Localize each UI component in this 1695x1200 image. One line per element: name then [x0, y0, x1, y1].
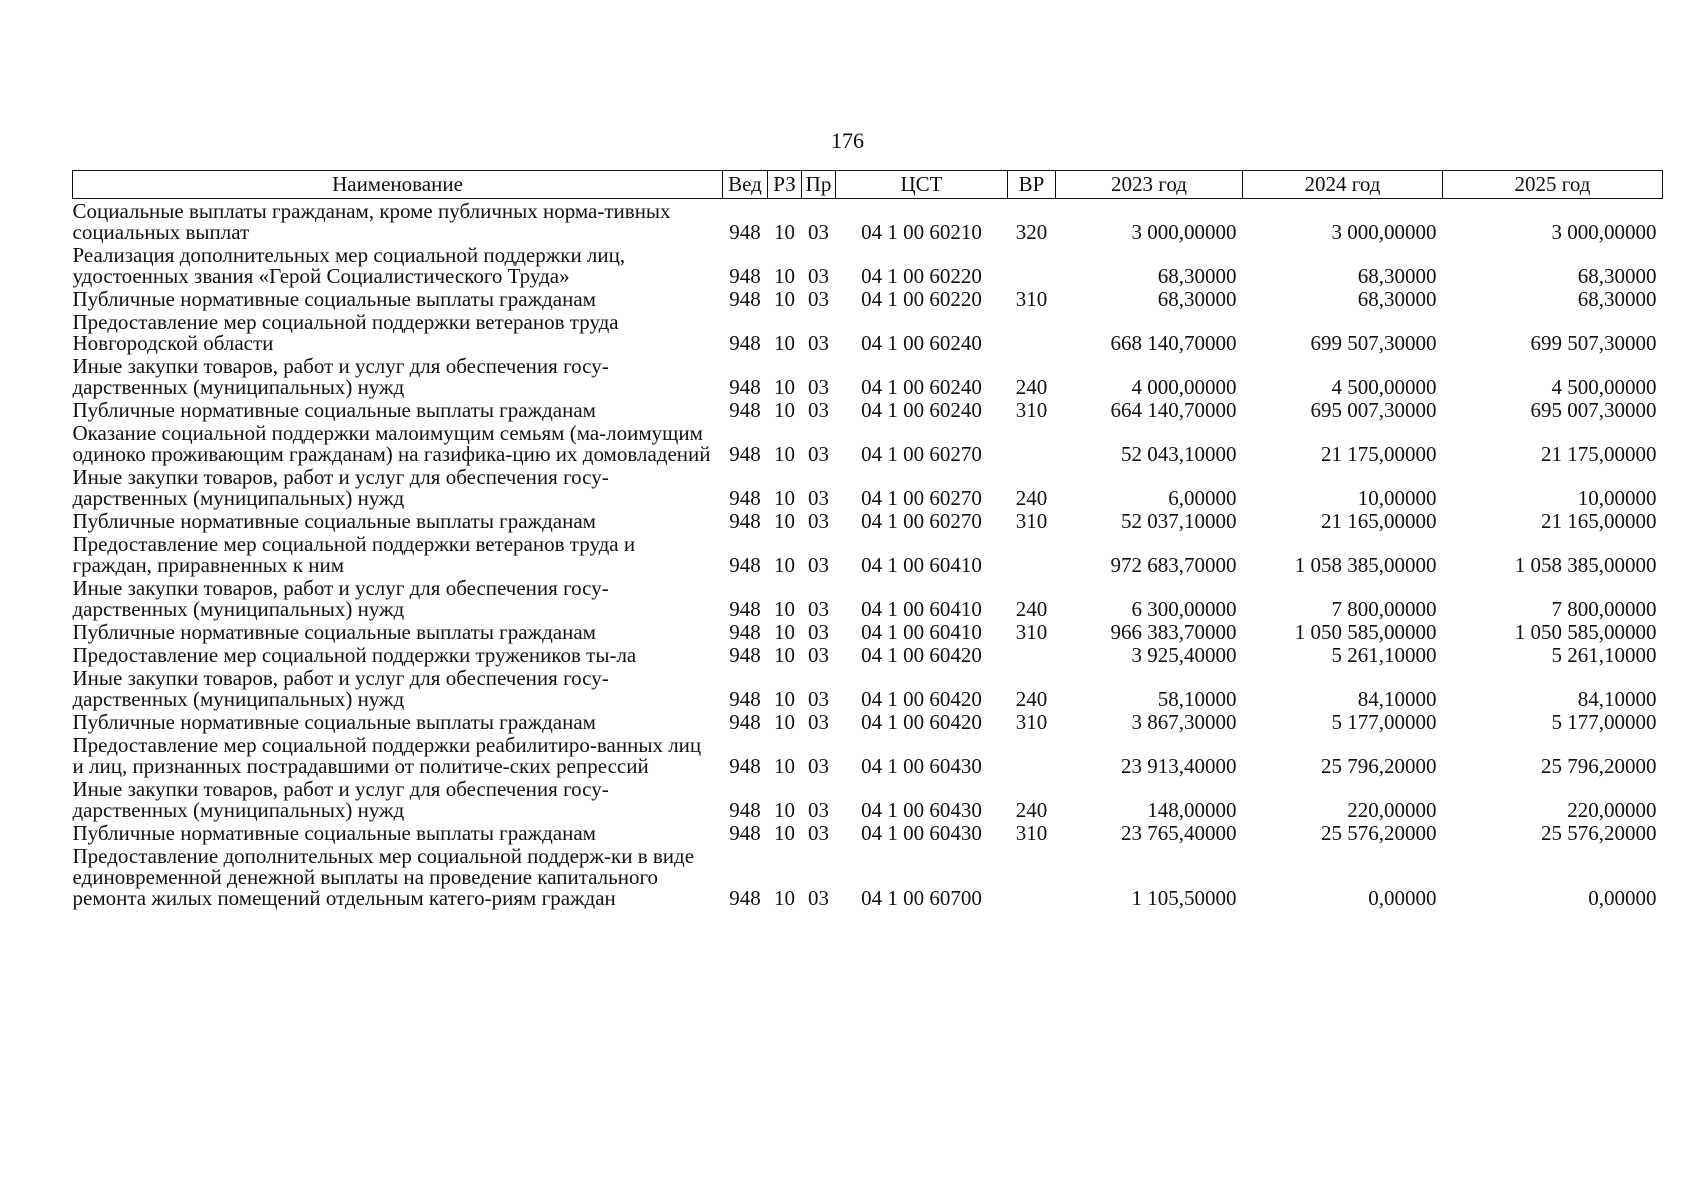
row-pr: 03	[808, 509, 829, 533]
row-amount-2025: 68,30000	[1577, 264, 1657, 288]
row-vr	[1008, 645, 1056, 668]
row-ved: 948	[729, 687, 761, 711]
row-amount-2023: 68,30000	[1157, 287, 1237, 311]
row-pr: 03	[808, 264, 829, 288]
row-ved: 948	[729, 710, 761, 734]
table-row	[73, 400, 1663, 423]
row-cst: 04 1 00 60270	[861, 442, 982, 466]
row-rz: 10	[774, 375, 795, 399]
row-amount-2025: 4 500,00000	[1551, 375, 1657, 399]
table-row	[73, 245, 1663, 289]
table-row	[73, 846, 1663, 911]
row-rz: 10	[774, 220, 795, 244]
row-vr	[1008, 312, 1056, 356]
row-rz: 10	[774, 509, 795, 533]
header-cst: ЦСТ	[836, 171, 1008, 199]
row-pr: 03	[808, 442, 829, 466]
row-cst: 04 1 00 60410	[861, 553, 982, 577]
row-vr: 310	[1015, 287, 1048, 311]
table-row	[73, 578, 1663, 622]
table-row	[73, 622, 1663, 645]
row-name: Иные закупки товаров, работ и услуг для обеспечения госу-дарственных (муниципальных) нужд	[72, 465, 609, 510]
row-pr: 03	[808, 375, 829, 399]
header-pr: Пр	[802, 171, 836, 199]
row-rz: 10	[774, 754, 795, 778]
row-rz: 10	[774, 886, 795, 910]
row-name: Иные закупки товаров, работ и услуг для обеспечения госу-дарственных (муниципальных) нужд	[72, 666, 609, 711]
table-body	[73, 199, 1663, 912]
row-rz: 10	[774, 486, 795, 510]
row-vr: 310	[1015, 620, 1048, 644]
row-vr	[1008, 846, 1056, 911]
row-rz: 10	[774, 597, 795, 621]
row-ved: 948	[729, 553, 761, 577]
row-name: Публичные нормативные социальные выплаты гражданам	[72, 509, 596, 533]
row-rz: 10	[774, 687, 795, 711]
row-rz: 10	[774, 287, 795, 311]
row-amount-2023: 68,30000	[1157, 264, 1237, 288]
row-amount-2024: 695 007,30000	[1310, 398, 1437, 422]
row-name: Публичные нормативные социальные выплаты гражданам	[72, 710, 596, 734]
row-vr	[1008, 534, 1056, 578]
row-name: Иные закупки товаров, работ и услуг для обеспечения госу-дарственных (муниципальных) нужд	[72, 777, 609, 822]
row-amount-2024: 5 177,00000	[1331, 710, 1437, 734]
row-rz: 10	[774, 821, 795, 845]
row-amount-2023: 664 140,70000	[1110, 398, 1237, 422]
row-cst: 04 1 00 60220	[861, 287, 982, 311]
row-amount-2025: 10,00000	[1577, 486, 1657, 510]
header-vr: ВР	[1008, 171, 1056, 199]
row-name: Предоставление мер социальной поддержки реабилитиро-ванных лиц и лиц, признанных пострадавшими от политиче-ских репрессий	[72, 733, 702, 778]
row-pr: 03	[808, 331, 829, 355]
row-amount-2023: 3 925,40000	[1131, 643, 1237, 667]
row-vr: 320	[1015, 220, 1048, 244]
row-rz: 10	[774, 798, 795, 822]
row-vr: 240	[1015, 687, 1048, 711]
row-amount-2023: 1 105,50000	[1131, 886, 1237, 910]
row-amount-2023: 972 683,70000	[1110, 553, 1237, 577]
row-amount-2024: 0,00000	[1368, 886, 1437, 910]
header-rz: РЗ	[768, 171, 802, 199]
row-amount-2024: 25 576,20000	[1321, 821, 1437, 845]
row-name: Предоставление мер социальной поддержки ветеранов труда Новгородской области	[72, 310, 619, 355]
row-ved: 948	[729, 287, 761, 311]
row-pr: 03	[808, 821, 829, 845]
row-amount-2023: 52 043,10000	[1121, 442, 1237, 466]
row-amount-2025: 5 177,00000	[1551, 710, 1657, 734]
row-amount-2025: 84,10000	[1577, 687, 1657, 711]
row-amount-2024: 1 050 585,00000	[1294, 620, 1437, 644]
table-row	[73, 645, 1663, 668]
table-row	[73, 534, 1663, 578]
row-vr: 240	[1015, 798, 1048, 822]
row-cst: 04 1 00 60240	[861, 375, 982, 399]
row-amount-2024: 699 507,30000	[1310, 331, 1437, 355]
row-amount-2025: 5 261,10000	[1551, 643, 1657, 667]
row-amount-2023: 23 913,40000	[1121, 754, 1237, 778]
row-pr: 03	[808, 486, 829, 510]
row-name: Предоставление дополнительных мер социальной поддерж-ки в виде единовременной денежной выплаты на проведение капитального ремонта жилых помещений отдельным катего-риям граждан	[72, 844, 695, 910]
row-cst: 04 1 00 60240	[861, 331, 982, 355]
row-amount-2024: 1 058 385,00000	[1294, 553, 1437, 577]
row-ved: 948	[729, 821, 761, 845]
header-2024: 2024 год	[1243, 171, 1443, 199]
row-ved: 948	[729, 442, 761, 466]
header-2023: 2023 год	[1056, 171, 1243, 199]
row-pr: 03	[808, 798, 829, 822]
row-vr: 310	[1015, 398, 1048, 422]
row-vr	[1008, 245, 1056, 289]
row-name: Социальные выплаты гражданам, кроме публичных норма-тивных социальных выплат	[72, 199, 671, 244]
row-pr: 03	[808, 710, 829, 734]
table-row	[73, 712, 1663, 735]
row-vr: 240	[1015, 597, 1048, 621]
row-amount-2024: 10,00000	[1357, 486, 1437, 510]
row-vr: 310	[1015, 710, 1048, 734]
row-amount-2023: 58,10000	[1157, 687, 1237, 711]
row-amount-2024: 84,10000	[1357, 687, 1437, 711]
row-amount-2024: 220,00000	[1347, 798, 1437, 822]
row-rz: 10	[774, 643, 795, 667]
row-amount-2025: 21 175,00000	[1541, 442, 1657, 466]
table-row	[73, 735, 1663, 779]
row-name: Иные закупки товаров, работ и услуг для обеспечения госу-дарственных (муниципальных) нужд	[72, 354, 609, 399]
row-cst: 04 1 00 60420	[861, 710, 982, 734]
page-number: 176	[831, 128, 864, 153]
row-name: Оказание социальной поддержки малоимущим семьям (ма-лоимущим одиноко проживающим гражданам) на газифика-цию их домовладений	[72, 421, 711, 466]
row-amount-2024: 68,30000	[1357, 287, 1437, 311]
row-ved: 948	[729, 597, 761, 621]
row-amount-2023: 52 037,10000	[1121, 509, 1237, 533]
row-name: Публичные нормативные социальные выплаты гражданам	[72, 287, 596, 311]
row-pr: 03	[808, 597, 829, 621]
row-name: Публичные нормативные социальные выплаты гражданам	[72, 821, 596, 845]
row-amount-2025: 21 165,00000	[1541, 509, 1657, 533]
row-name: Предоставление мер социальной поддержки ветеранов труда и граждан, приравненных к ним	[72, 532, 636, 577]
table-row	[73, 511, 1663, 534]
row-ved: 948	[729, 264, 761, 288]
row-ved: 948	[729, 220, 761, 244]
row-amount-2023: 148,00000	[1147, 798, 1237, 822]
table-row	[73, 289, 1663, 312]
row-amount-2023: 966 383,70000	[1110, 620, 1237, 644]
row-rz: 10	[774, 442, 795, 466]
row-amount-2024: 21 165,00000	[1321, 509, 1437, 533]
table-row	[73, 823, 1663, 846]
row-ved: 948	[729, 331, 761, 355]
row-amount-2024: 7 800,00000	[1331, 597, 1437, 621]
row-rz: 10	[774, 620, 795, 644]
row-ved: 948	[729, 643, 761, 667]
row-vr: 310	[1015, 509, 1048, 533]
table-row	[73, 356, 1663, 400]
row-pr: 03	[808, 398, 829, 422]
row-cst: 04 1 00 60430	[861, 798, 982, 822]
header-ved: Вед	[723, 171, 768, 199]
row-name: Публичные нормативные социальные выплаты гражданам	[72, 398, 596, 422]
row-name: Иные закупки товаров, работ и услуг для обеспечения госу-дарственных (муниципальных) нужд	[72, 576, 609, 621]
table-row	[73, 312, 1663, 356]
row-cst: 04 1 00 60220	[861, 264, 982, 288]
row-amount-2024: 25 796,20000	[1321, 754, 1437, 778]
row-cst: 04 1 00 60430	[861, 754, 982, 778]
row-cst: 04 1 00 60410	[861, 620, 982, 644]
row-amount-2025: 68,30000	[1577, 287, 1657, 311]
row-amount-2025: 1 050 585,00000	[1514, 620, 1657, 644]
row-cst: 04 1 00 60270	[861, 509, 982, 533]
row-amount-2024: 3 000,00000	[1331, 220, 1437, 244]
header-2025: 2025 год	[1443, 171, 1663, 199]
row-amount-2025: 7 800,00000	[1551, 597, 1657, 621]
row-cst: 04 1 00 60240	[861, 398, 982, 422]
row-pr: 03	[808, 220, 829, 244]
row-ved: 948	[729, 754, 761, 778]
row-amount-2023: 23 765,40000	[1121, 821, 1237, 845]
row-ved: 948	[729, 375, 761, 399]
row-amount-2025: 25 576,20000	[1541, 821, 1657, 845]
row-amount-2023: 668 140,70000	[1110, 331, 1237, 355]
row-ved: 948	[729, 620, 761, 644]
row-cst: 04 1 00 60420	[861, 687, 982, 711]
row-cst: 04 1 00 60270	[861, 486, 982, 510]
row-pr: 03	[808, 553, 829, 577]
row-vr: 240	[1015, 375, 1048, 399]
row-amount-2025: 695 007,30000	[1530, 398, 1657, 422]
row-ved: 948	[729, 509, 761, 533]
table-row	[73, 668, 1663, 712]
row-amount-2023: 6,00000	[1168, 486, 1237, 510]
table-row	[73, 199, 1663, 246]
header-name: Наименование	[73, 171, 723, 199]
row-amount-2025: 699 507,30000	[1530, 331, 1657, 355]
row-amount-2023: 3 867,30000	[1131, 710, 1237, 734]
row-rz: 10	[774, 264, 795, 288]
row-ved: 948	[729, 798, 761, 822]
table-row	[73, 779, 1663, 823]
row-amount-2023: 6 300,00000	[1131, 597, 1237, 621]
row-rz: 10	[774, 398, 795, 422]
row-pr: 03	[808, 886, 829, 910]
row-amount-2024: 4 500,00000	[1331, 375, 1437, 399]
table-row	[73, 423, 1663, 467]
row-vr	[1008, 735, 1056, 779]
row-amount-2025: 220,00000	[1567, 798, 1657, 822]
row-vr: 240	[1015, 486, 1048, 510]
row-amount-2025: 3 000,00000	[1551, 220, 1657, 244]
row-amount-2023: 3 000,00000	[1131, 220, 1237, 244]
row-ved: 948	[729, 398, 761, 422]
row-cst: 04 1 00 60210	[861, 220, 982, 244]
row-amount-2025: 1 058 385,00000	[1514, 553, 1657, 577]
row-pr: 03	[808, 687, 829, 711]
row-vr: 310	[1015, 821, 1048, 845]
table-header	[73, 171, 1663, 199]
row-rz: 10	[774, 553, 795, 577]
table-row	[73, 467, 1663, 511]
row-amount-2024: 5 261,10000	[1331, 643, 1437, 667]
row-vr	[1008, 423, 1056, 467]
row-rz: 10	[774, 331, 795, 355]
row-rz: 10	[774, 710, 795, 734]
row-cst: 04 1 00 60420	[861, 643, 982, 667]
row-name: Публичные нормативные социальные выплаты гражданам	[72, 620, 596, 644]
row-amount-2023: 4 000,00000	[1131, 375, 1237, 399]
row-cst: 04 1 00 60410	[861, 597, 982, 621]
row-ved: 948	[729, 486, 761, 510]
row-name: Реализация дополнительных мер социальной поддержки лиц, удостоенных звания «Герой Социалистического Труда»	[72, 243, 626, 288]
row-pr: 03	[808, 643, 829, 667]
row-cst: 04 1 00 60700	[861, 886, 982, 910]
row-pr: 03	[808, 754, 829, 778]
row-amount-2025: 25 796,20000	[1541, 754, 1657, 778]
row-name: Предоставление мер социальной поддержки тружеников ты-ла	[72, 643, 637, 667]
row-cst: 04 1 00 60430	[861, 821, 982, 845]
row-pr: 03	[808, 287, 829, 311]
row-amount-2024: 21 175,00000	[1321, 442, 1437, 466]
budget-table	[72, 170, 1663, 911]
row-amount-2024: 68,30000	[1357, 264, 1437, 288]
row-amount-2025: 0,00000	[1588, 886, 1657, 910]
row-ved: 948	[729, 886, 761, 910]
row-pr: 03	[808, 620, 829, 644]
